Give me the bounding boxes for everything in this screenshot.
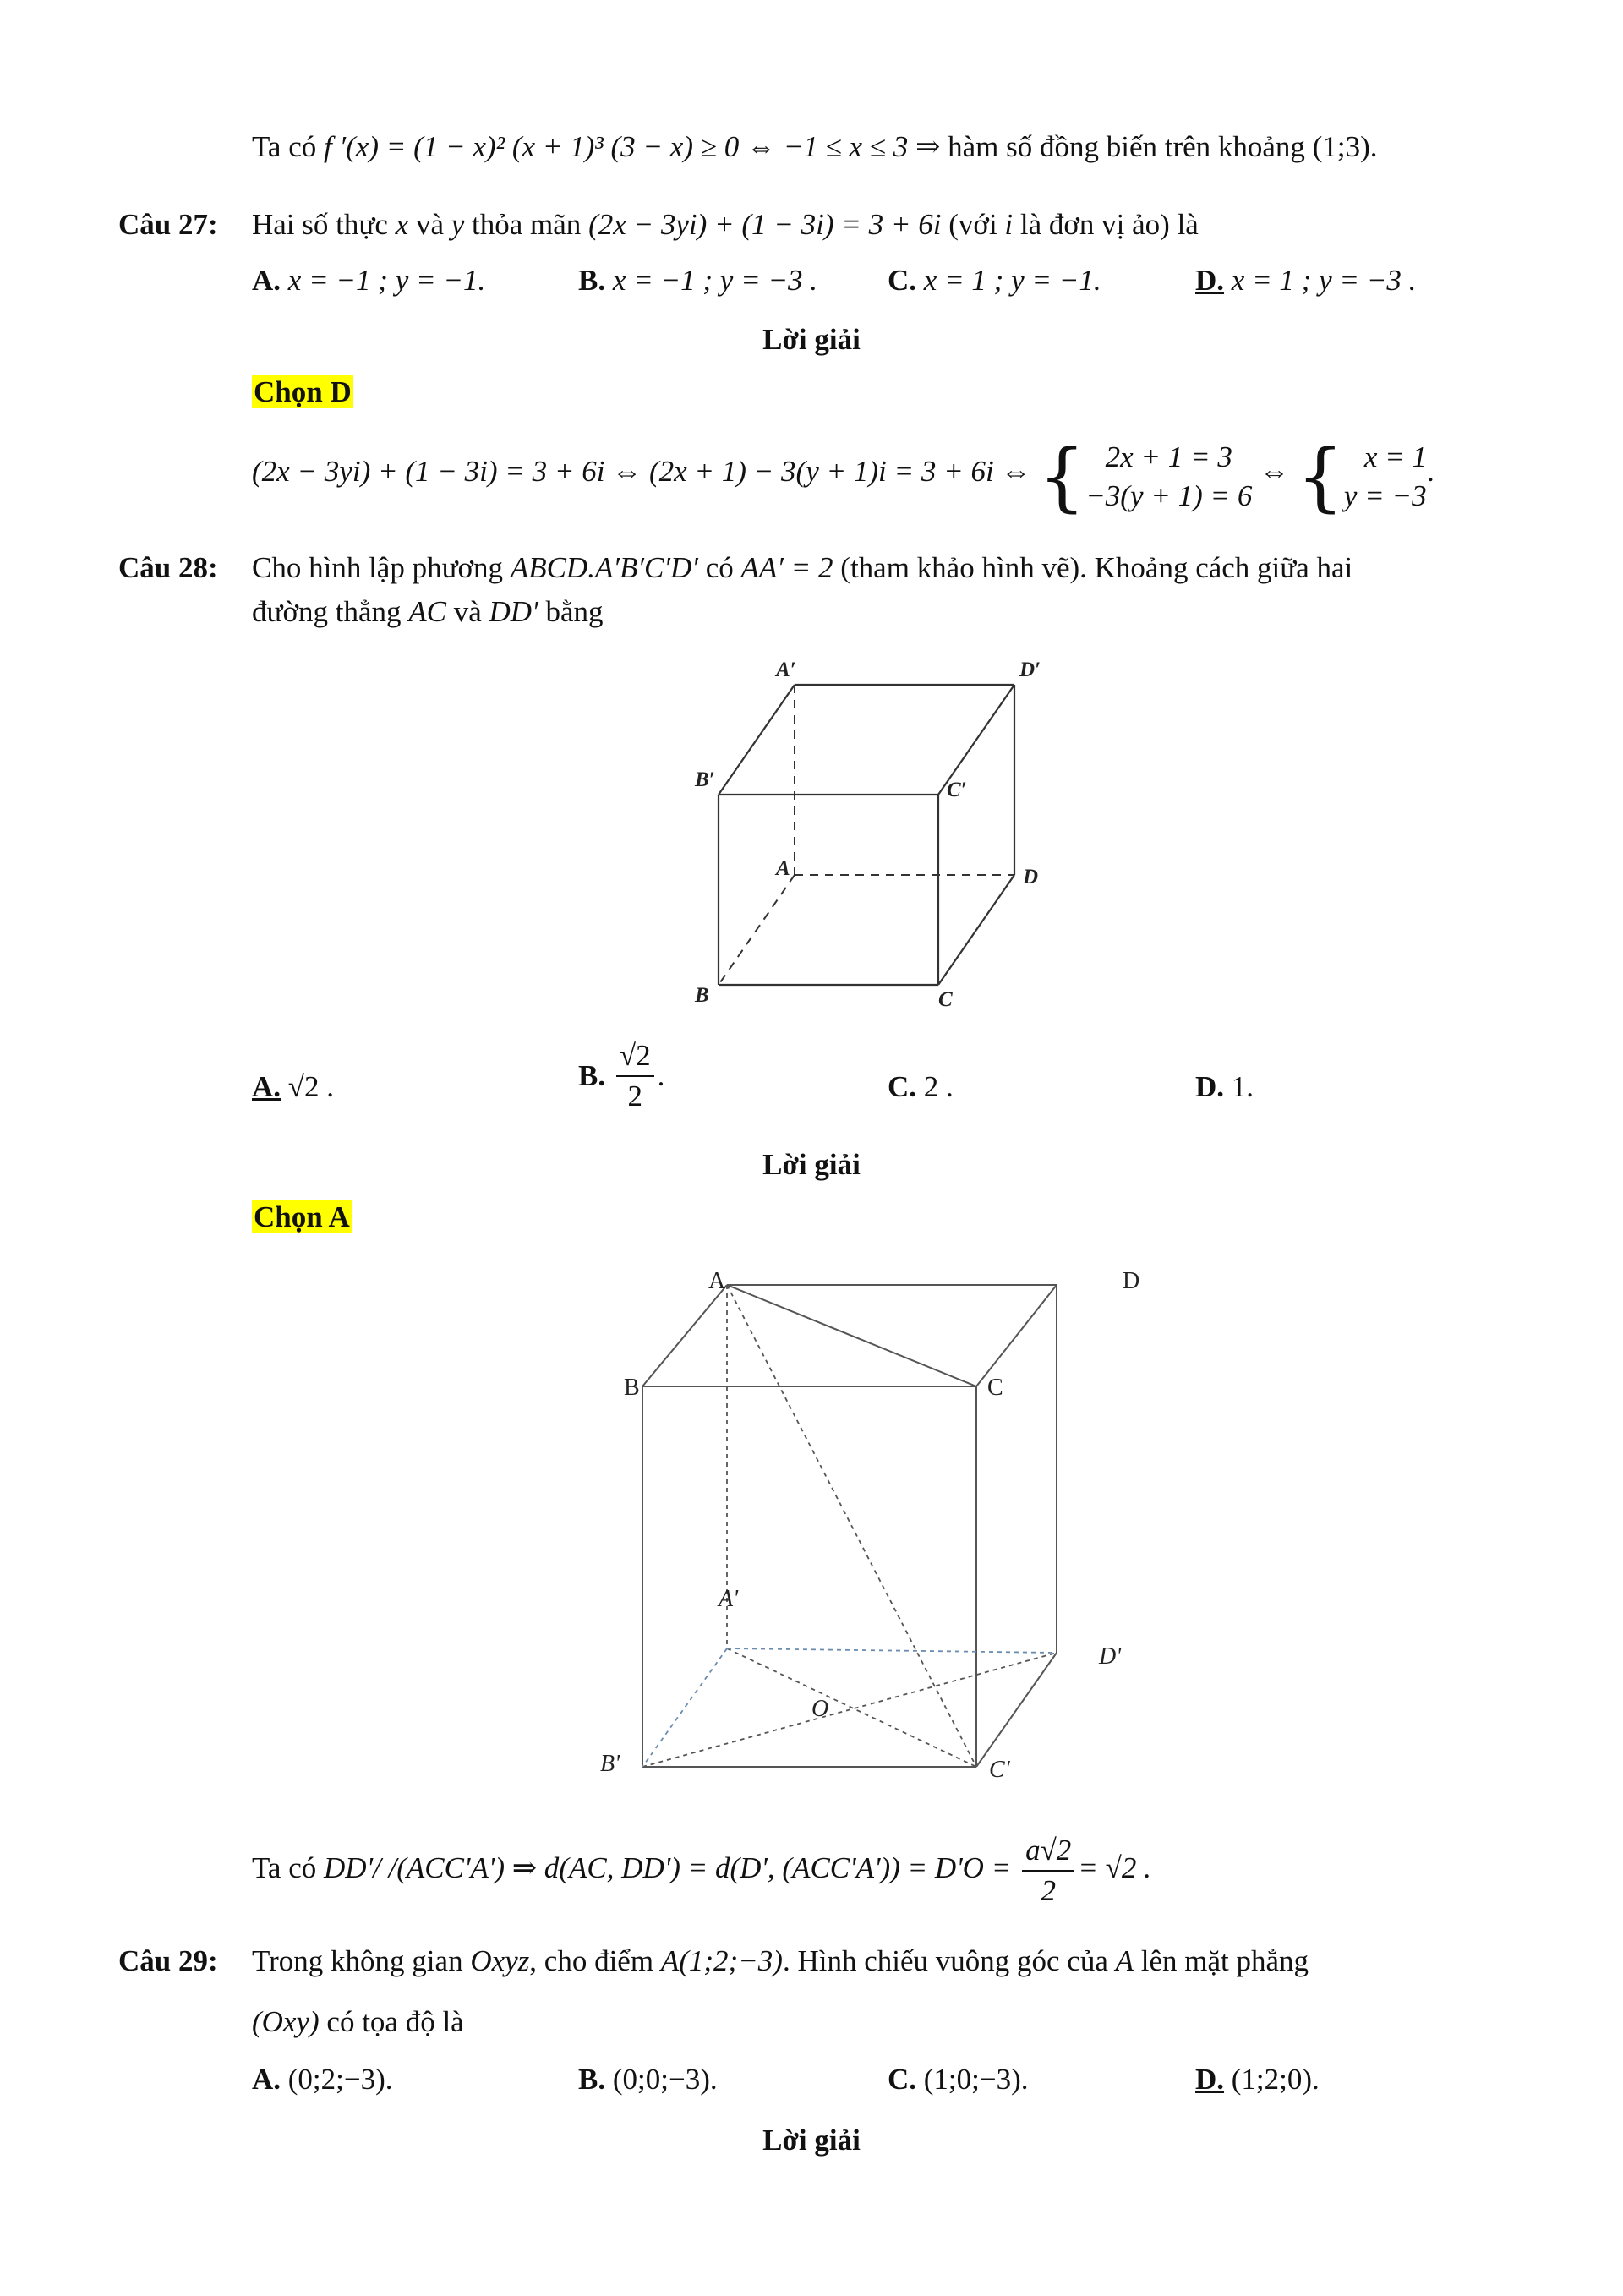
q27-system-2: { x = 1 y = −3 bbox=[1296, 432, 1428, 520]
q27-option-b: B. x = −1 ; y = −3 . bbox=[578, 264, 818, 297]
fig2-label-a1: A' bbox=[719, 1586, 739, 1612]
q28-stem-line1: Cho hình lập phương ABCD.A′B′C′D′ có AA′ = 2 (tham khảo hình vẽ). Khoảng cách giữa hai bbox=[252, 551, 1353, 584]
intro-interval: (1;3). bbox=[1312, 130, 1378, 163]
segment-a-c bbox=[727, 1285, 976, 1386]
q27-label: Câu 27: bbox=[118, 208, 218, 241]
q28-option-c: C. 2 . bbox=[888, 1070, 954, 1103]
fig1-label-c: C bbox=[938, 988, 953, 1011]
edge-d-c bbox=[976, 1285, 1057, 1386]
fig1-label-b: B bbox=[695, 984, 709, 1007]
fig1-label-d1: D′ bbox=[1019, 659, 1041, 681]
q28-label: Câu 28: bbox=[118, 551, 218, 584]
fig2-label-c: C bbox=[987, 1375, 1003, 1401]
q29-stem-line2: (Oxy) có tọa độ là bbox=[252, 2005, 464, 2038]
q28-option-d: D. 1. bbox=[1195, 1070, 1254, 1103]
intro-line bbox=[252, 127, 1377, 167]
q29-label: Câu 29: bbox=[118, 1944, 218, 1977]
q28-option-b: B. $\frac{√2}{2}$ . bbox=[578, 1036, 664, 1116]
q27-system-1: { 2x + 1 = 3 −3(y + 1) = 6 bbox=[1038, 432, 1253, 520]
fig1-label-a: A bbox=[776, 857, 790, 880]
fig2-label-d1: D' bbox=[1099, 1643, 1122, 1670]
fig1-label-c1: C′ bbox=[947, 779, 967, 801]
edge-c1-d1 bbox=[976, 1653, 1057, 1767]
intro-formula: f ′(x) = (1 − x)² (x + 1)³ (3 − x) ≥ 0 ⇔ −1 ≤ x ≤ 3 ⇒ bbox=[324, 130, 941, 163]
fig2-label-b1: B' bbox=[600, 1751, 620, 1777]
q29-solution-title: Lời giải bbox=[762, 2124, 861, 2157]
fig2-label-b: B bbox=[624, 1375, 640, 1401]
q28-solution-title: Lời giải bbox=[762, 1148, 861, 1181]
q28-solution-figure bbox=[592, 1260, 1200, 1784]
q27-option-a: A. x = −1 ; y = −1. bbox=[252, 264, 486, 297]
intro-suffix: hàm số đồng biến trên khoảng bbox=[940, 130, 1313, 163]
q28-stem-line2: đường thẳng AC và DD′ bằng bbox=[252, 595, 604, 628]
segment-a-c1 bbox=[727, 1285, 976, 1767]
fig2-label-d: D bbox=[1123, 1268, 1140, 1294]
q27-stem: Hai số thực x và y thỏa mãn (2x − 3yi) + (1 − 3i) = 3 + 6i (với i là đơn vị ảo) là bbox=[252, 208, 1199, 241]
edge-a1-b1 bbox=[642, 1648, 727, 1767]
q29-stem-line1: Trong không gian Oxyz, cho điểm A(1;2;−3). Hình chiếu vuông góc của A lên mặt phẳng bbox=[252, 1944, 1309, 1977]
q28-option-a: A. √2 . bbox=[252, 1070, 334, 1103]
edge-a-b bbox=[642, 1285, 727, 1386]
q29-option-b: B. (0;0;−3). bbox=[578, 2063, 718, 2096]
q28-choice: Chọn A bbox=[254, 1200, 350, 1233]
edge-c-d bbox=[938, 875, 1014, 985]
q28-final: Ta có DD'/ /(ACC'A') ⇒ d(AC, DD') = d(D', (ACC'A')) = D'O = $\frac{a√2}{2}$ = √2 . bbox=[252, 1822, 1151, 1915]
intro-prefix: Ta có bbox=[252, 130, 325, 163]
q27-solution-title: Lời giải bbox=[762, 323, 861, 356]
q29-option-a: A. (0;2;−3). bbox=[252, 2063, 393, 2096]
q28-cube-figure bbox=[668, 659, 1090, 1014]
edge-a1-d1 bbox=[727, 1648, 1057, 1653]
q29-option-d: D. (1;2;0). bbox=[1195, 2063, 1320, 2096]
q27-option-d: D. x = 1 ; y = −3 . bbox=[1195, 264, 1417, 297]
fig2-label-a: A bbox=[708, 1268, 726, 1294]
edge-a-b bbox=[719, 875, 795, 985]
fig1-label-d: D bbox=[1023, 866, 1039, 888]
edge-a1-b1 bbox=[719, 685, 795, 795]
q29-option-c: C. (1;0;−3). bbox=[888, 2063, 1029, 2096]
q27-choice: Chọn D bbox=[254, 375, 352, 408]
segment-b1-d1 bbox=[642, 1653, 1057, 1767]
fig2-label-c1: C' bbox=[989, 1757, 1010, 1783]
fig2-label-o: O bbox=[812, 1696, 829, 1722]
segment-a1-c1 bbox=[727, 1648, 976, 1767]
q27-option-c: C. x = 1 ; y = −1. bbox=[888, 264, 1101, 297]
q27-solution: (2x − 3yi) + (1 − 3i) = 3 + 6i ⇔ (2x + 1) − 3(y + 1)i = 3 + 6i ⇔ { 2x + 1 = 3 −3(y + 1) = 6 ⇔ { x = 1 y = −3 . bbox=[252, 424, 1434, 522]
fig1-label-b1: B′ bbox=[695, 768, 715, 791]
q27-equation: (2x − 3yi) + (1 − 3i) = 3 + 6i bbox=[588, 208, 942, 241]
fig1-label-a1: A′ bbox=[776, 659, 796, 681]
